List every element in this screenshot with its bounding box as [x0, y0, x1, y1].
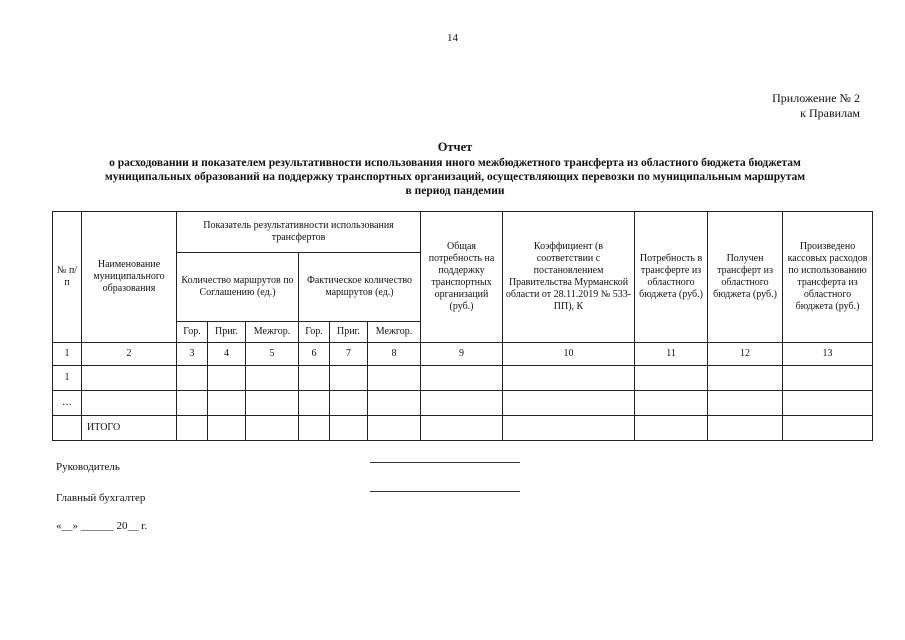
table-cell — [208, 391, 246, 416]
column-number: 11 — [635, 343, 708, 366]
subheader-cell: Приг. — [208, 322, 246, 343]
header-name: Наименование муниципального образования — [82, 212, 177, 343]
table-cell — [177, 366, 208, 391]
subheader-cell: Межгор. — [368, 322, 421, 343]
column-number: 3 — [177, 343, 208, 366]
table-cell — [783, 366, 873, 391]
header-spent: Произведено кассовых расходов по использованию трансферта из областного бюджета (руб.) — [783, 212, 873, 343]
header-indicator: Показатель результативности использования трансфертов — [177, 212, 421, 253]
table-cell — [299, 391, 330, 416]
column-number: 4 — [208, 343, 246, 366]
header-agreed-routes: Количество маршрутов по Соглашению (ед.) — [177, 253, 299, 322]
table-row-total — [53, 416, 873, 441]
table-cell — [503, 416, 635, 441]
report-title — [40, 140, 870, 198]
table-cell — [330, 416, 368, 441]
title-line-2: о расходовании и показателем результативности использования иного межбюджетного трансферта из областного бюджета бюджетам — [109, 157, 801, 169]
row-num — [53, 416, 82, 441]
table-cell — [783, 416, 873, 441]
subheader-cell: Гор. — [299, 322, 330, 343]
appendix-line-2: к Правилам — [800, 106, 860, 120]
column-number: 9 — [421, 343, 503, 366]
head-label: Руководитель — [56, 461, 120, 473]
appendix-label — [772, 91, 860, 121]
row-name — [82, 366, 177, 391]
subheader-cell: Межгор. — [246, 322, 299, 343]
header-actual-routes: Фактическое количество маршрутов (ед.) — [299, 253, 421, 322]
table-cell — [330, 391, 368, 416]
table-cell — [421, 391, 503, 416]
row-name-total: ИТОГО — [82, 416, 177, 441]
column-number: 7 — [330, 343, 368, 366]
title-line-1: Отчет — [437, 140, 473, 154]
table-cell — [368, 416, 421, 441]
table-cell — [208, 366, 246, 391]
table-cell — [177, 391, 208, 416]
column-number: 2 — [82, 343, 177, 366]
header-need-total: Общая потребность на поддержку транспортных организаций (руб.) — [421, 212, 503, 343]
table-cell — [330, 366, 368, 391]
header-need-regional: Потребность в трансферте из областного бюджета (руб.) — [635, 212, 708, 343]
table-cell — [177, 416, 208, 441]
accountant-signature-line — [370, 491, 520, 492]
column-number: 8 — [368, 343, 421, 366]
report-table — [52, 211, 873, 441]
table-cell — [421, 366, 503, 391]
column-number-row — [53, 343, 873, 366]
date-line: «__» ______ 20__ г. — [56, 520, 148, 532]
table-cell — [503, 391, 635, 416]
page-number: 14 — [447, 32, 458, 44]
table-cell — [708, 366, 783, 391]
header-received: Получен трансферт из областного бюджета (руб.) — [708, 212, 783, 343]
accountant-label: Главный бухгалтер — [56, 492, 146, 504]
table-cell — [246, 366, 299, 391]
table-cell — [421, 416, 503, 441]
column-number: 5 — [246, 343, 299, 366]
table-cell — [299, 366, 330, 391]
column-number: 12 — [708, 343, 783, 366]
table-cell — [708, 416, 783, 441]
table-cell — [208, 416, 246, 441]
table-cell — [635, 366, 708, 391]
appendix-line-1: Приложение № 2 — [772, 91, 860, 105]
subheader-cell: Гор. — [177, 322, 208, 343]
header-coefficient: Коэффициент (в соответствии с постановлением Правительства Мурманской области от 28.11.2019 № 533-ПП), К — [503, 212, 635, 343]
column-number: 10 — [503, 343, 635, 366]
title-line-4: в период пандемии — [405, 185, 505, 197]
table-cell — [783, 391, 873, 416]
table-cell — [635, 391, 708, 416]
table-cell — [299, 416, 330, 441]
table-row — [53, 391, 873, 416]
table-cell — [246, 391, 299, 416]
table-cell — [708, 391, 783, 416]
title-line-3: муниципальных образований на поддержку транспортных организаций, осуществляющих перевозки по муниципальным маршрутам — [104, 171, 806, 183]
column-number: 13 — [783, 343, 873, 366]
header-num: № п/п — [53, 212, 82, 343]
column-number: 6 — [299, 343, 330, 366]
table-cell — [503, 366, 635, 391]
column-number: 1 — [53, 343, 82, 366]
table-cell — [246, 416, 299, 441]
table-cell — [368, 391, 421, 416]
row-num: 1 — [53, 366, 82, 391]
subheader-cell: Приг. — [330, 322, 368, 343]
table-row — [53, 366, 873, 391]
head-signature-line — [370, 462, 520, 463]
row-name — [82, 391, 177, 416]
table-cell — [368, 366, 421, 391]
row-num: … — [53, 391, 82, 416]
table-cell — [635, 416, 708, 441]
